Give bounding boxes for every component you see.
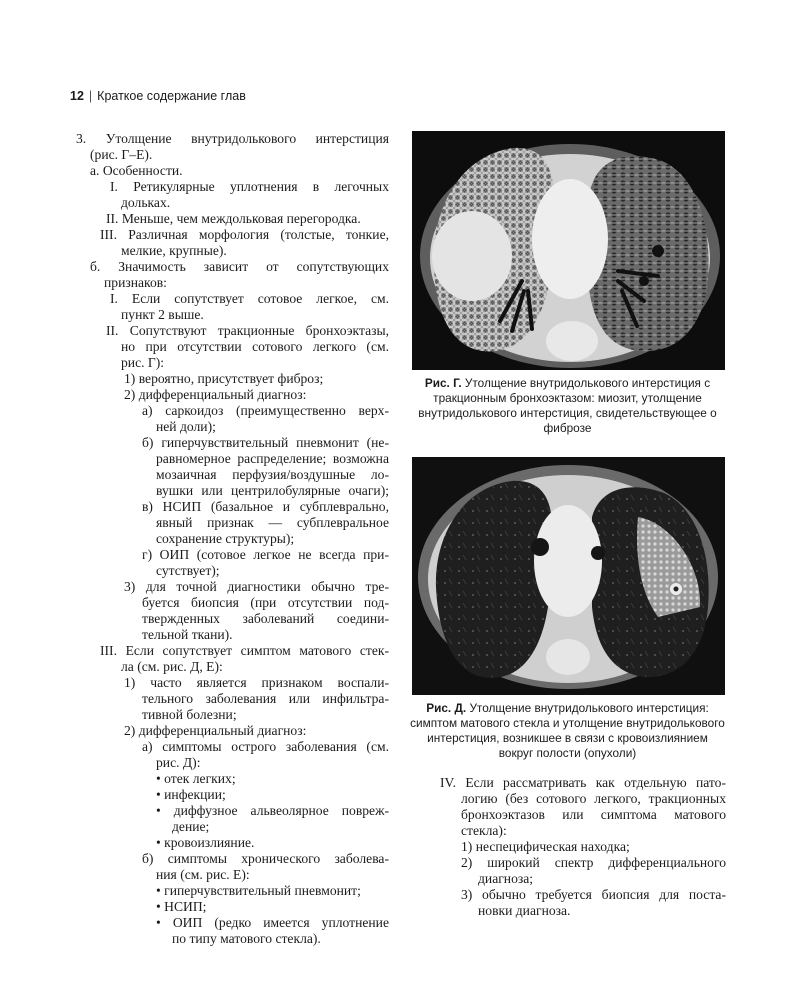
text-line: • отек легких; bbox=[156, 771, 236, 786]
text-line: тельной ткани). bbox=[142, 627, 233, 642]
text-line: твержденных заболеваний соедини- bbox=[142, 611, 389, 626]
text-line: • ОИП (редко имеется уплотнение bbox=[156, 915, 389, 930]
figure-d-ct-image bbox=[412, 457, 725, 695]
text-line: рис. Г): bbox=[121, 355, 165, 370]
figure-d-label: Рис. Д. bbox=[426, 701, 467, 715]
text-line: 1) часто является признаком воспали- bbox=[124, 675, 389, 690]
text-line: IV. Если рассматривать как отдельную пато- bbox=[440, 775, 726, 790]
text-line: • гиперчувствительный пневмонит; bbox=[156, 883, 361, 898]
text-line: тельного заболевания или инфильтра- bbox=[142, 691, 389, 706]
text-line: I. Если сопутствует сотовое легкое, см. bbox=[110, 291, 389, 306]
text-line: 2) дифференциальный диагноз: bbox=[124, 387, 307, 402]
text-line: 2) широкий спектр дифференциального bbox=[461, 855, 726, 870]
page-header bbox=[70, 89, 246, 103]
text-line: мозаичная перфузия/воздушные ло- bbox=[156, 467, 389, 482]
text-line: равномерное распределение; возможна bbox=[156, 451, 389, 466]
text-line: рис. Д): bbox=[156, 755, 201, 770]
item4-lines-container bbox=[440, 775, 726, 919]
text-line: вушки или центрилобулярные очаги); bbox=[156, 483, 389, 498]
text-line: • инфекции; bbox=[156, 787, 226, 802]
text-line: III. Если сопутствует симптом матового стек- bbox=[100, 643, 389, 658]
text-line: явный признак — субплевральное bbox=[156, 515, 389, 530]
text-line: II. Сопутствуют тракционные бронхоэктазы, bbox=[106, 323, 389, 338]
text-line: бронхоэктазов или симптома матового bbox=[461, 807, 726, 822]
text-line: II. Меньше, чем междольковая перегородка. bbox=[106, 211, 361, 226]
text-line: ней доли); bbox=[156, 419, 216, 434]
text-line: пункт 2 выше. bbox=[121, 307, 204, 322]
text-line: 3. Утолщение внутридолькового интерстиция bbox=[76, 131, 389, 146]
header-separator: | bbox=[88, 89, 93, 103]
text-line: дение; bbox=[172, 819, 210, 834]
text-line: ния (см. рис. Е): bbox=[156, 867, 250, 882]
text-line: г) ОИП (сотовое легкое не всегда при- bbox=[142, 547, 389, 562]
left-lines-container bbox=[76, 131, 389, 947]
text-line: I. Ретикулярные уплотнения в легочных bbox=[110, 179, 389, 194]
text-line: мелкие, крупные). bbox=[121, 243, 227, 258]
text-line: буется биопсия (при отсутствии под- bbox=[142, 595, 389, 610]
figure-g-ct-image bbox=[412, 131, 725, 370]
figure-d-caption-text: Утолщение внутридолькового интерстиция: симптом матового стекла и утолщение внутридолькового интерстиция, возникшее в связи с кровоизлиянием вокруг полости (опухоли) bbox=[410, 701, 725, 760]
text-line: сохранение структуры); bbox=[156, 531, 295, 546]
text-line: стекла): bbox=[461, 823, 507, 838]
text-line: по типу матового стекла). bbox=[172, 931, 321, 946]
text-line: • кровоизлияние. bbox=[156, 835, 255, 850]
text-line: б) гиперчувствительный пневмонит (не- bbox=[142, 435, 389, 450]
page-number: 12 bbox=[70, 89, 84, 103]
text-line: дольках. bbox=[121, 195, 171, 210]
text-line: 3) обычно требуется биопсия для поста- bbox=[461, 887, 726, 902]
text-line: • НСИП; bbox=[156, 899, 207, 914]
text-line: а) саркоидоз (преимущественно верх- bbox=[142, 403, 389, 418]
text-line: б. Значимость зависит от сопутствующих bbox=[90, 259, 389, 274]
text-line: б) симптомы хронического заболева- bbox=[142, 851, 389, 866]
text-line: 1) неспецифическая находка; bbox=[461, 839, 630, 854]
text-line: • диффузное альвеолярное повреж- bbox=[156, 803, 389, 818]
right-column bbox=[410, 131, 725, 761]
text-line: 1) вероятно, присутствует фиброз; bbox=[124, 371, 324, 386]
text-line: диагноза; bbox=[478, 871, 534, 886]
text-line: (рис. Г–Е). bbox=[90, 147, 153, 162]
figure-g-caption bbox=[410, 376, 725, 436]
figure-g-caption-text: Утолщение внутридолькового интерстиция с тракционным бронхоэктазом: миозит, утолщение внутридолькового интерстиция, свидетельствующее о фиброзе bbox=[418, 376, 717, 435]
text-line: признаков: bbox=[104, 275, 167, 290]
item-iv-text bbox=[440, 775, 726, 919]
text-line: тивной болезни; bbox=[142, 707, 237, 722]
text-line: новки диагноза. bbox=[478, 903, 571, 918]
text-line: III. Различная морфология (толстые, тонкие, bbox=[100, 227, 389, 242]
figure-d-caption bbox=[410, 701, 725, 761]
ct-scan-d bbox=[412, 457, 725, 695]
figure-g-label: Рис. Г. bbox=[424, 376, 462, 390]
ct-scan-g bbox=[412, 131, 725, 370]
text-line: ла (см. рис. Д, Е): bbox=[121, 659, 223, 674]
left-column-text bbox=[76, 131, 389, 947]
text-line: сутствует); bbox=[156, 563, 220, 578]
text-line: логию (без сотового легкого, тракционных bbox=[461, 791, 726, 806]
text-line: а. Особенности. bbox=[90, 163, 183, 178]
text-line: 3) для точной диагностики обычно тре- bbox=[124, 579, 389, 594]
text-line: в) НСИП (базальное и субплеврально, bbox=[142, 499, 389, 514]
text-line: а) симптомы острого заболевания (см. bbox=[142, 739, 389, 754]
text-line: но при отсутствии сотового легкого (см. bbox=[121, 339, 389, 354]
chapter-title: Краткое содержание глав bbox=[97, 89, 246, 103]
text-line: 2) дифференциальный диагноз: bbox=[124, 723, 307, 738]
